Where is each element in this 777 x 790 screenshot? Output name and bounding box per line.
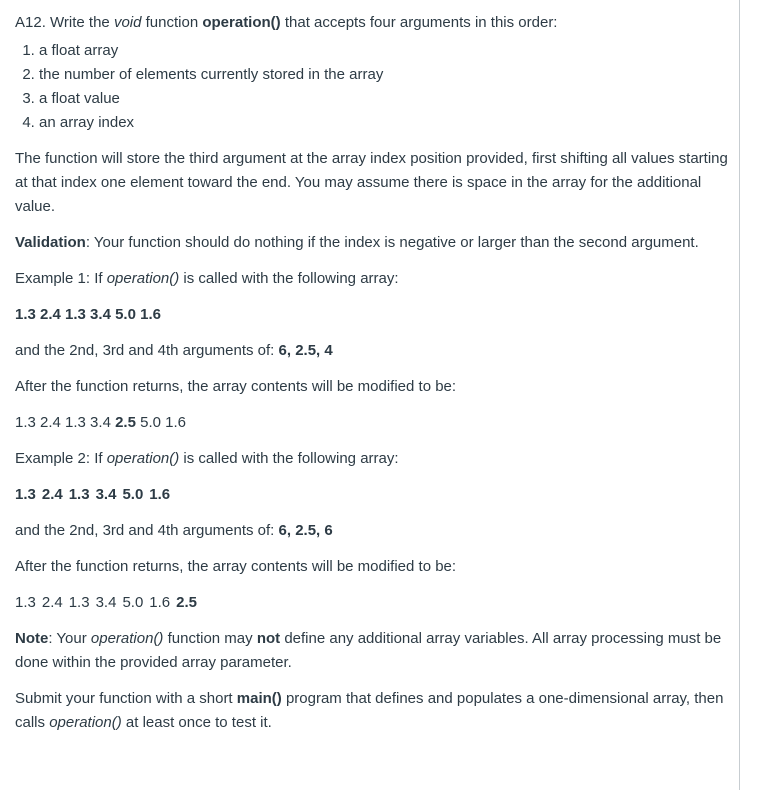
list-item: 2. the number of elements currently stored in the array <box>39 63 735 87</box>
example1-after: After the function returns, the array contents will be modified to be: <box>15 378 457 395</box>
example2-result: 1.3 2.4 1.3 3.4 5.0 1.6 2.5 <box>15 594 198 611</box>
list-item: 1. a float array <box>39 39 735 63</box>
example1-result: 1.3 2.4 1.3 3.4 2.5 5.0 1.6 <box>15 414 186 431</box>
list-item: 3. a float value <box>39 87 735 111</box>
argument-list <box>15 39 735 135</box>
list-item: 4. an array index <box>39 111 735 135</box>
example1-args: and the 2nd, 3rd and 4th arguments of: 6, 2.5, 4 <box>15 342 333 359</box>
example2-after: After the function returns, the array contents will be modified to be: <box>15 558 457 575</box>
question-title: A12. Write the void function operation() that accepts four arguments in this order: <box>15 14 558 31</box>
submit-paragraph: Submit your function with a short main() program that defines and populates a one-dimensional array, then calls operation() at least once to test it. <box>15 690 724 731</box>
example1-intro: Example 1: If operation() is called with the following array: <box>15 270 399 287</box>
description-paragraph: The function will store the third argument at the array index position provided, first shifting all values starting at that index one element toward the end. You may assume there is space in the array for the additional value. <box>15 150 728 215</box>
note-paragraph: Note: Your operation() function may not define any additional array variables. All array processing must be done within the provided array parameter. <box>15 630 722 671</box>
example1-array: 1.3 2.4 1.3 3.4 5.0 1.6 <box>15 306 161 323</box>
right-border-divider <box>739 0 740 790</box>
question-content <box>15 11 735 747</box>
validation-paragraph: Validation: Your function should do nothing if the index is negative or larger than the second argument. <box>15 234 699 251</box>
example2-array: 1.3 2.4 1.3 3.4 5.0 1.6 <box>15 486 171 503</box>
example2-args: and the 2nd, 3rd and 4th arguments of: 6, 2.5, 6 <box>15 522 333 539</box>
example2-intro: Example 2: If operation() is called with the following array: <box>15 450 399 467</box>
